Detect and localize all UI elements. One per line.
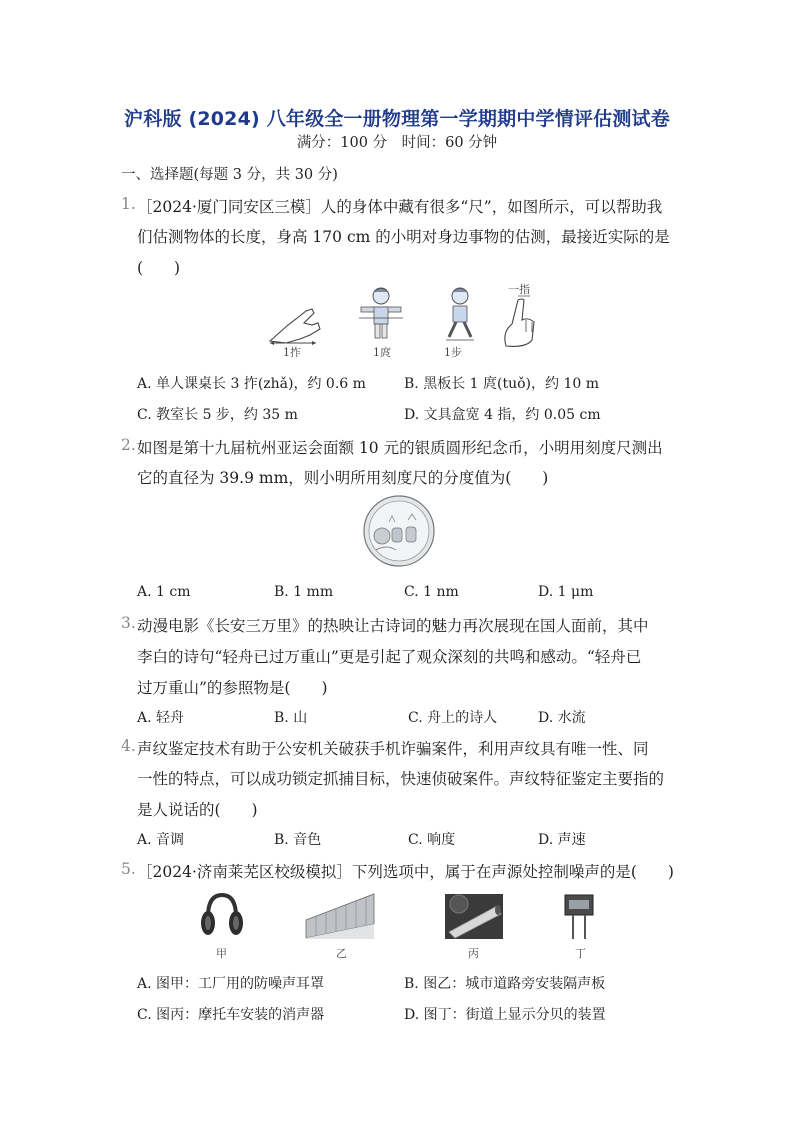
question-2-line-1: 如图是第十九届杭州亚运会面额 10 元的银质圆形纪念币，小明用刻度尺测出 [137,439,663,457]
section-heading: 一、选择题(每题 3 分，共 30 分) [121,167,338,183]
question-3-number: 3. [121,614,136,632]
earmuff-illustration [200,893,244,939]
question-4-number: 4. [121,737,136,755]
question-1-option-b: B. 黑板长 1 庹(tuǒ)，约 10 m [404,376,599,392]
figure-label-yi: 乙 [336,947,347,960]
question-3-line-2: 李白的诗句“轻舟已过万重山”更是引起了观众深刻的共鸣和感动。“轻舟已 [137,648,642,666]
score-time-info: 满分：100 分 时间：60 分钟 [296,135,498,151]
question-1-line-2: 们估测物体的长度，身高 170 cm 的小明对身边事物的估测，最接近实际的是 [137,228,670,246]
question-4-option-d: D. 声速 [538,832,586,848]
question-5-line-1: ［2024·济南莱芜区校级模拟］下列选项中，属于在声源处控制噪声的是( ) [137,863,674,881]
question-2-number: 2. [121,436,136,454]
question-3-option-c: C. 舟上的诗人 [408,710,498,726]
page-title: 沪科版 (2024) 八年级全一册物理第一学期期中学情评估测试卷 [124,108,670,130]
figure-label-zhi: 一指 [508,283,530,296]
question-3-line-1: 动漫电影《长安三万里》的热映让古诗词的魅力再次展现在国人面前，其中 [137,617,649,635]
question-3-line-3: 过万重山”的参照物是( ) [137,679,328,697]
question-5-number: 5. [121,860,136,878]
sound-barrier-illustration [306,894,374,939]
question-2-line-2: 它的直径为 39.9 mm，则小明所用刻度尺的分度值为( ) [137,469,549,487]
question-3-option-d: D. 水流 [538,710,586,726]
figure-label-ding: 丁 [575,947,586,960]
question-2-option-a: A. 1 cm [137,584,191,600]
figure-label-jia: 甲 [216,947,227,960]
question-5-option-d: D. 图丁：街道上显示分贝的装置 [404,1007,606,1023]
question-1-number: 1. [121,195,136,213]
question-2-option-b: B. 1 mm [274,584,334,600]
question-5-option-a: A. 图甲：工厂用的防噪声耳罩 [137,976,325,992]
arm-span-illustration [357,287,405,343]
commemorative-coin-image [362,494,436,568]
question-3-option-b: B. 山 [274,710,308,726]
figure-label-bu: 1步 [444,346,462,359]
figure-label-zha: 1拃 [283,346,301,359]
decibel-display-illustration [563,893,595,939]
question-1-option-d: D. 文具盒宽 4 指，约 0.05 cm [404,407,601,423]
question-1-line-1: ［2024·厦门同安区三模］人的身体中藏有很多“尺”，如图所示，可以帮助我 [137,198,663,216]
question-2-option-c: C. 1 nm [404,584,459,600]
figure-label-tuo: 1庹 [373,346,391,359]
question-5-option-b: B. 图乙：城市道路旁安装隔声板 [404,976,606,992]
question-4-line-1: 声纹鉴定技术有助于公安机关破获手机诈骗案件，利用声纹具有唯一性、同 [137,740,649,758]
question-4-option-b: B. 音色 [274,832,322,848]
question-1-option-c: C. 教室长 5 步，约 35 m [137,407,298,423]
question-4-option-a: A. 音调 [137,832,185,848]
question-4-option-c: C. 响度 [408,832,456,848]
question-2-option-d: D. 1 μm [538,584,594,600]
question-3-option-a: A. 轻舟 [137,710,185,726]
step-illustration [440,287,480,343]
muffler-illustration [445,894,503,939]
question-1-line-3: ( ) [137,259,181,277]
question-4-line-2: 一性的特点，可以成功锁定抓捕目标，快速侦破案件。声纹特征鉴定主要指的 [137,770,665,788]
question-5-option-c: C. 图丙：摩托车安装的消声器 [137,1007,325,1023]
question-1-option-a: A. 单人课桌长 3 拃(zhǎ)，约 0.6 m [137,376,366,392]
figure-label-bing: 丙 [468,947,479,960]
question-4-line-3: 是人说话的( ) [137,801,258,819]
finger-width-illustration [500,294,544,350]
